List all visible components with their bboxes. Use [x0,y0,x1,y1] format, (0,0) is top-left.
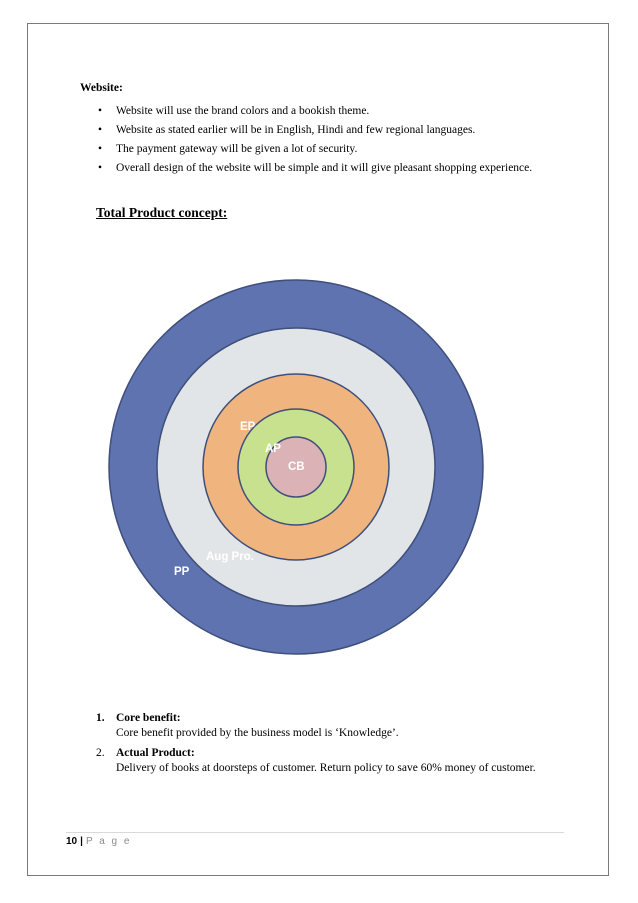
item-body: Core benefit provided by the business model is ‘Knowledge’. [116,727,399,739]
item-number: 2. [96,747,105,759]
item-title: Actual Product: [116,747,195,759]
website-heading: Website: [80,82,123,94]
list-item [96,711,556,741]
bullet-text: Overall design of the website will be simple and it will give pleasant shopping experience. [116,162,533,174]
cb-label: CB [288,461,305,473]
list-item [96,746,556,776]
footer-separator: | [80,836,83,847]
pp-label: PP [174,566,190,578]
item-number: 1. [96,712,105,724]
footer-divider [66,832,564,833]
item-title: Core benefit: [116,712,181,724]
ap-label: AP [265,443,281,455]
bullet-icon: • [98,105,103,117]
bullet-icon: • [98,162,103,174]
page-footer [66,836,131,847]
page-number: 10 [66,836,78,847]
bullet-text: The payment gateway will be given a lot of security. [116,143,358,155]
ep-label: EP [240,421,256,433]
numbered-list [96,711,556,781]
bullet-text: Website will use the brand colors and a bookish theme. [116,105,370,117]
bullet-icon: • [98,143,103,155]
bullet-icon: • [98,124,103,136]
page-word: P a g e [85,836,132,847]
item-body: Delivery of books at doorsteps of customer. Return policy to save 60% money of customer. [116,762,536,774]
total-product-heading: Total Product concept: [96,205,228,220]
aug-label: Aug Pro. [206,551,254,563]
bullet-text: Website as stated earlier will be in English, Hindi and few regional languages. [116,124,476,136]
